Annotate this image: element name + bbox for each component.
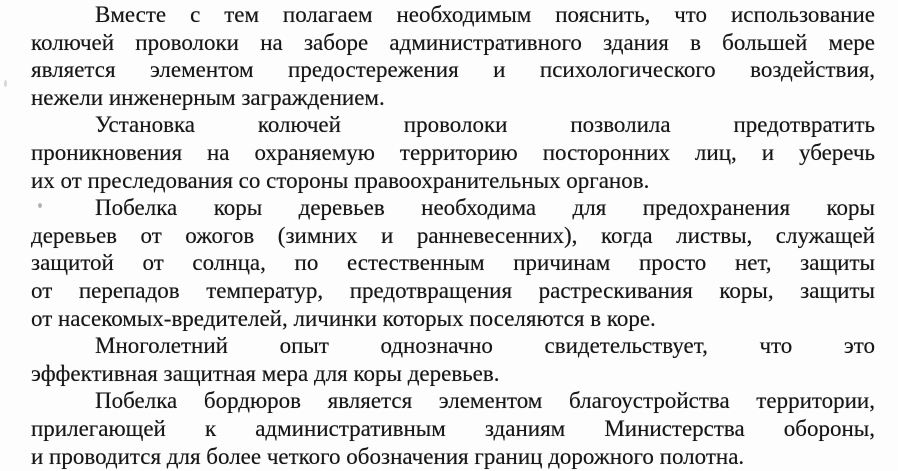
text-line: и проводится для более четкого обозначения границ дорожного полотна. (31, 443, 745, 469)
scan-speck (38, 203, 42, 208)
text-line: колючей проволоки на заборе административного здания в большей мере (31, 29, 875, 55)
text-line: Побелка коры деревьев необходима для предохранения коры (95, 195, 875, 221)
paragraph-barbed-wire-result (31, 111, 875, 194)
text-line: прилегающей к административным зданиям Министерства обороны, (31, 415, 875, 441)
paragraph-tree-whitewash (31, 194, 875, 332)
text-line: является элементом предостережения и психологического воздействия, (31, 57, 875, 83)
text-line: Вместе с тем полагаем необходимым пояснить, что использование (95, 2, 875, 27)
text-line: нежели инженерным заграждением. (31, 84, 385, 110)
text-line: деревьев от ожогов (зимних и ранневесенних), когда листвы, служащей (31, 222, 875, 248)
scan-speck (4, 80, 7, 87)
text-line: эффективная защитная мера для коры деревьев. (31, 360, 500, 386)
paragraph-curb-whitewash (31, 387, 875, 470)
text-line: проникновения на охраняемую территорию посторонних лиц, и уберечь (31, 139, 875, 165)
text-line: от перепадов температур, предотвращения растрескивания коры, защиты (31, 277, 875, 303)
paragraph-whitewash-experience (31, 332, 875, 387)
text-line: от насекомых-вредителей, личинки которых поселяются в коре. (31, 305, 656, 331)
text-line: их от преследования со стороны правоохранительных органов. (31, 167, 650, 193)
paragraph-barbed-wire-purpose (31, 1, 875, 111)
text-line: Побелка бордюров является элементом благоустройства территории, (95, 388, 875, 414)
text-line: защитой от солнца, по естественным причинам просто нет, защиты (31, 250, 875, 276)
text-line: Многолетний опыт однозначно свидетельствует, что это (95, 333, 875, 359)
text-line: Установка колючей проволоки позволила предотвратить (95, 112, 875, 138)
